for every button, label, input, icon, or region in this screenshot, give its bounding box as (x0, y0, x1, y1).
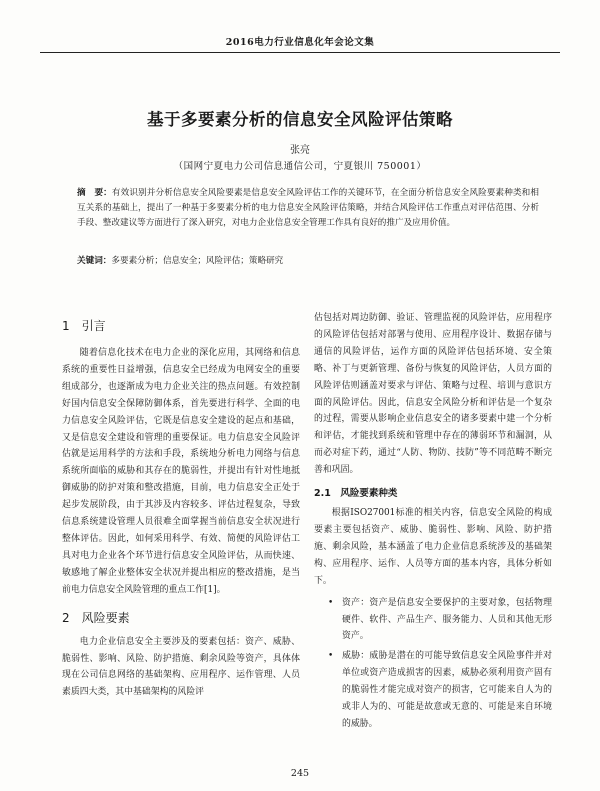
author-affiliation: （国网宁夏电力公司信息通信公司，宁夏银川 750001） (173, 161, 427, 172)
section-2-heading: 2 风险要素 (62, 610, 130, 625)
abstract-text: 有效识别并分析信息安全风险要素是信息安全风险评估工作的关键环节，在全面分析信息安全风险要素种类和相互关系的基础上，提出了一种基于多要素分析的电力信息安全风险评估策略，并结合风险评估工作重点对评估范围、分析手段、整改建议等方面进行了深入研究，对电力企业信息安全管理工作具有良好的推广及应用价值。 (77, 188, 539, 228)
bullet-item (322, 648, 552, 733)
continued-paragraph: 估包括对周边防御、验证、管理监视的风险评估，应用程序的风险评估包括对部署与使用、应用程序设计、数据存储与通信的风险评估，运作方面的风险评估包括环境、安全策略、补丁与更新管理、备份与恢复的风险评估，人员方面的风险评估则涵盖对要求与评估、策略与过程、培训与意识方面的风险评估。因此，信息安全风险分析和评估是一个复杂的过程，需要从影响企业信息安全的诸多要素中建一个分析和评估，才能找到系统和管理中存在的薄弱环节和漏洞，从而必对症下药，通过“人防、物防、技防”等不同范畴不断完善和巩固。 (314, 313, 552, 476)
section-2-1-heading: 2.1 风险要素种类 (314, 488, 398, 500)
section-1-heading: 1 引言 (62, 319, 106, 333)
section-1-paragraph: 随着信息化技术在电力企业的深化应用，其网络和信息系统的重要性日益增强，信息安全已经成为电网安全的重要组成部分，也逐渐成为电力企业关注的热点问题。有效控制好国内信息安全保障防御体系，首先要进行科学、全面的电力信息安全风险评估，它既是信息安全建设的起点和基础，又是信息安全建设和管理的重要保证。电力信息安全风险评估就是运用科学的方法和手段，系统地分析电力网络与信息系统所面临的威胁和其存在的脆弱性，并提出有针对性地抵御威胁的防护对策和整改措施，目前，电力信息安全正处于起步发展阶段，由于其涉及内容较多、评估过程复杂，导致信息系统建设管理人员很难全面掌握当前信息安全状况进行整体评估。因此，如何采用科学、有效、简便的风险评估工具对电力企业各个环节进行信息安全风险评估，从而快速、敏感地了解企业整体安全状况并提出相应的整改措施，是当前电力信息安全风险管理的重点工作[1]。 (62, 348, 300, 595)
section-2-paragraph: 电力企业信息安全主要涉及的要素包括：资产、威胁、脆弱性、影响、风险、防护措施、剩余风险等资产，具体体现在公司信息网络的基础架构、应用程序、运作管理、人员素质四大类，其中基础架构的风险评 (62, 636, 300, 698)
bullet-item (322, 595, 552, 646)
bullet-text: 威胁：威胁是潜在的可能导致信息安全风险事件并对单位或资产造成损害的因素，威胁必须利用资产固有的脆弱性才能完成对资产的损害，它可能来自人为的或非人为的、可能是故意或无意的、可能是来自环境的威胁。 (342, 651, 552, 729)
bullet-dot: • (328, 651, 334, 662)
page-number: 245 (290, 768, 310, 779)
abstract (77, 186, 539, 231)
keywords-text: 多要素分析；信息安全；风险评估；策略研究 (111, 256, 284, 266)
section-2-1-paragraph: 根据ISO27001标准的相关内容，信息安全风险的构成要素主要包括资产、威胁、脆弱性、影响、风险、防护措施、剩余风险，基本涵盖了电力企业信息系统涉及的基础架构、应用程序、运作、人员等方面的基本内容，具体分析如下。 (314, 508, 552, 586)
paper-title: 基于多要素分析的信息安全风险评估策略 (147, 110, 453, 129)
running-header: 2016电力行业信息化年会论文集 (225, 37, 375, 48)
header-rule (40, 52, 560, 53)
bullet-text: 资产：资产是信息安全要保护的主要对象，包括物理硬件、软件、产品生产、服务能力、人员和其他无形资产。 (342, 597, 552, 642)
keywords (77, 254, 539, 268)
right-column (314, 310, 552, 733)
author-name: 张亮 (290, 145, 310, 156)
bullet-dot: • (328, 597, 334, 608)
left-column (62, 317, 300, 701)
keywords-label: 关键词： (77, 256, 112, 266)
abstract-label: 摘 要： (77, 188, 112, 198)
